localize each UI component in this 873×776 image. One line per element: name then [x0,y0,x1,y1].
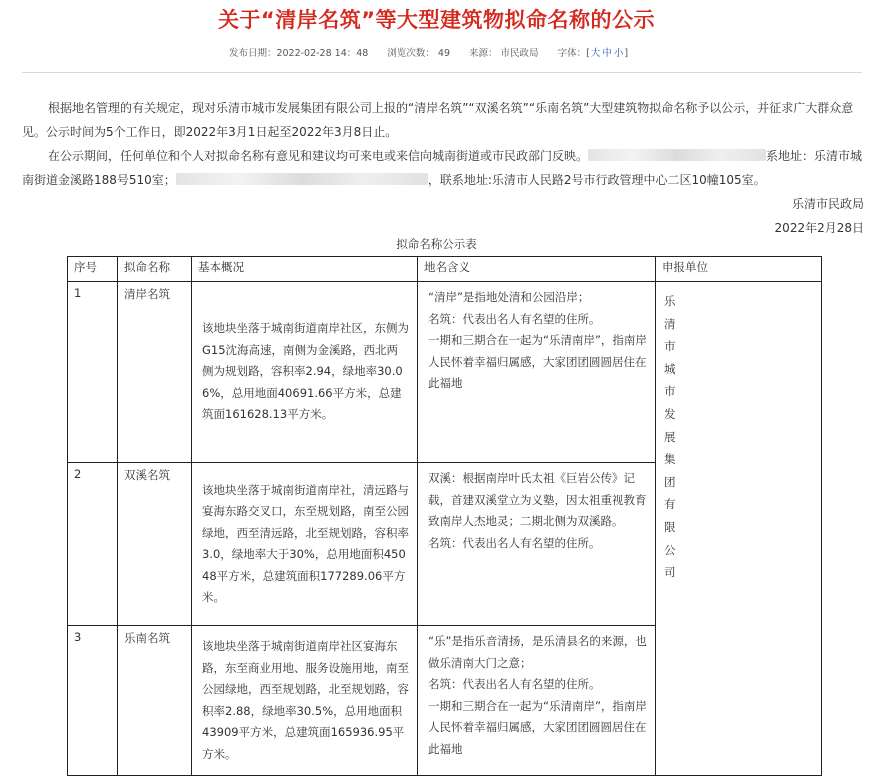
meaning-line: 名筑：代表出名人有名望的住所。 [428,535,601,550]
article-title: 关于“清岸名筑”等大型建筑物拟命名称的公示 [217,8,656,32]
table-caption: 拟命名称公示表 [396,237,477,251]
meaning-line: “乐”是指乐音清扬，是乐清县名的来源，也做乐清南大门之意； [428,634,647,670]
title-divider [22,72,862,73]
font-size-small-link[interactable]: 小 [613,48,624,59]
row-number: 3 [68,626,118,776]
row-overview: 该地块坐落于城南街道南岸社区宴海东路，东至商业用地、服务设施用地，南至公园绿地，西至规划路，北至规划路，容积率2.88，绿地率30.5%，总用地面积43909平方米，总建筑面165936.95平方米。 [192,626,418,776]
unit-char: 发 [664,406,676,421]
naming-table [67,256,822,776]
unit-char: 集 [664,452,676,467]
article-meta [0,45,873,59]
row-number: 2 [68,463,118,626]
redacted-contact [176,173,428,185]
contact-address-2: ，联系地址:乐清市人民路2号市行政管理中心二区10幢105室。 [427,173,766,187]
meaning-line: 名筑：代表出名人有名望的住所。 [428,311,601,326]
table-row [68,282,822,463]
unit-char: 展 [664,429,676,444]
row-name: 双溪名筑 [118,463,192,626]
font-size-close-bracket: ] [624,48,629,59]
unit-char: 有 [664,497,676,512]
contact-intro: 在公示期间，任何单位和个人对拟命名称有意见和建议均可来电或来信向城南街道或市民政部门反映。 [48,149,589,163]
unit-char: 团 [664,474,676,489]
redacted-phone [588,149,766,161]
article-source: 来源： 市民政局 [469,48,539,59]
unit-char: 乐 [664,294,676,308]
row-name: 清岸名筑 [118,282,192,463]
unit-char: 清 [664,316,676,331]
paragraph-notice: 根据地名管理的有关规定，现对乐清市城市发展集团有限公司上报的“清岸名筑”“双溪名筑”“乐南名筑”大型建筑物拟命名称予以公示，并征求广大群众意见。公示时间为5个工作日，即2022年3月1日起至2022年3月8日止。 [22,101,854,139]
row-overview: 该地块坐落于城南街道南岸社，清远路与宴海东路交叉口，东至规划路，南至公园绿地，西至清远路，北至规划路，容积率3.0，绿地率大于30%，总用地面积45048平方米，总建筑面积177289.06平方米。 [192,463,418,626]
meaning-line: 一期和三期合在一起为“乐清南岸”，指南岸人民怀着幸福归属感，大家团团圆圆居住在此福地 [428,333,647,390]
header-meaning: 地名含义 [418,257,656,282]
meaning-line: 一期和三期合在一起为“乐清南岸”，指南岸人民怀着幸福归属感，大家团团圆圆居住在此福地 [428,698,647,756]
header-no: 序号 [68,257,118,282]
row-meaning [418,626,656,776]
unit-char: 限 [664,519,676,534]
row-meaning [418,282,656,463]
font-size-large-link[interactable]: 大 [590,48,601,59]
contact-address-1: 系地址：乐清市城南街道金溪路188号510室； [22,149,863,187]
row-number: 1 [68,282,118,463]
view-count: 浏览次数： 49 [387,48,450,59]
row-meaning [418,463,656,626]
font-size-label: 字体：[ [557,48,590,59]
header-unit: 申报单位 [656,257,822,282]
signature-org: 乐清市民政局 [791,197,864,211]
font-size-control [558,48,628,59]
header-overview: 基本概况 [192,257,418,282]
header-name: 拟命名称 [118,257,192,282]
declaring-unit [656,282,822,776]
article-body [22,96,864,240]
publish-date: 发布日期：2022-02-28 14：48 [228,48,369,59]
table-header-row [68,257,822,282]
meaning-line: “清岸”是指地处清和公园沿岸； [428,290,590,304]
row-name: 乐南名筑 [118,626,192,776]
paragraph-contact [22,144,864,192]
unit-char: 城 [664,361,676,376]
font-size-medium-link[interactable]: 中 [602,48,612,59]
unit-char: 市 [664,339,676,354]
signature-date: 2022年2月28日 [774,221,864,235]
meaning-line: 名筑：代表出名人有名望的住所。 [428,677,601,691]
unit-char: 司 [664,565,676,580]
meaning-line: 双溪：根据南岸叶氏太祖《巨岩公传》记载，首建双溪堂立为义塾，因太祖重视教育致南岸人杰地灵；二期北侧为双溪路。 [428,471,647,528]
row-overview: 该地块坐落于城南街道南岸社区，东侧为G15沈海高速，南侧为金溪路，西北两侧为规划路，容积率2.94，绿地率30.06%，总用地面40691.66平方米，总建筑面161628.13平方米。 [192,282,418,463]
unit-char: 市 [664,384,676,399]
unit-char: 公 [664,542,676,557]
